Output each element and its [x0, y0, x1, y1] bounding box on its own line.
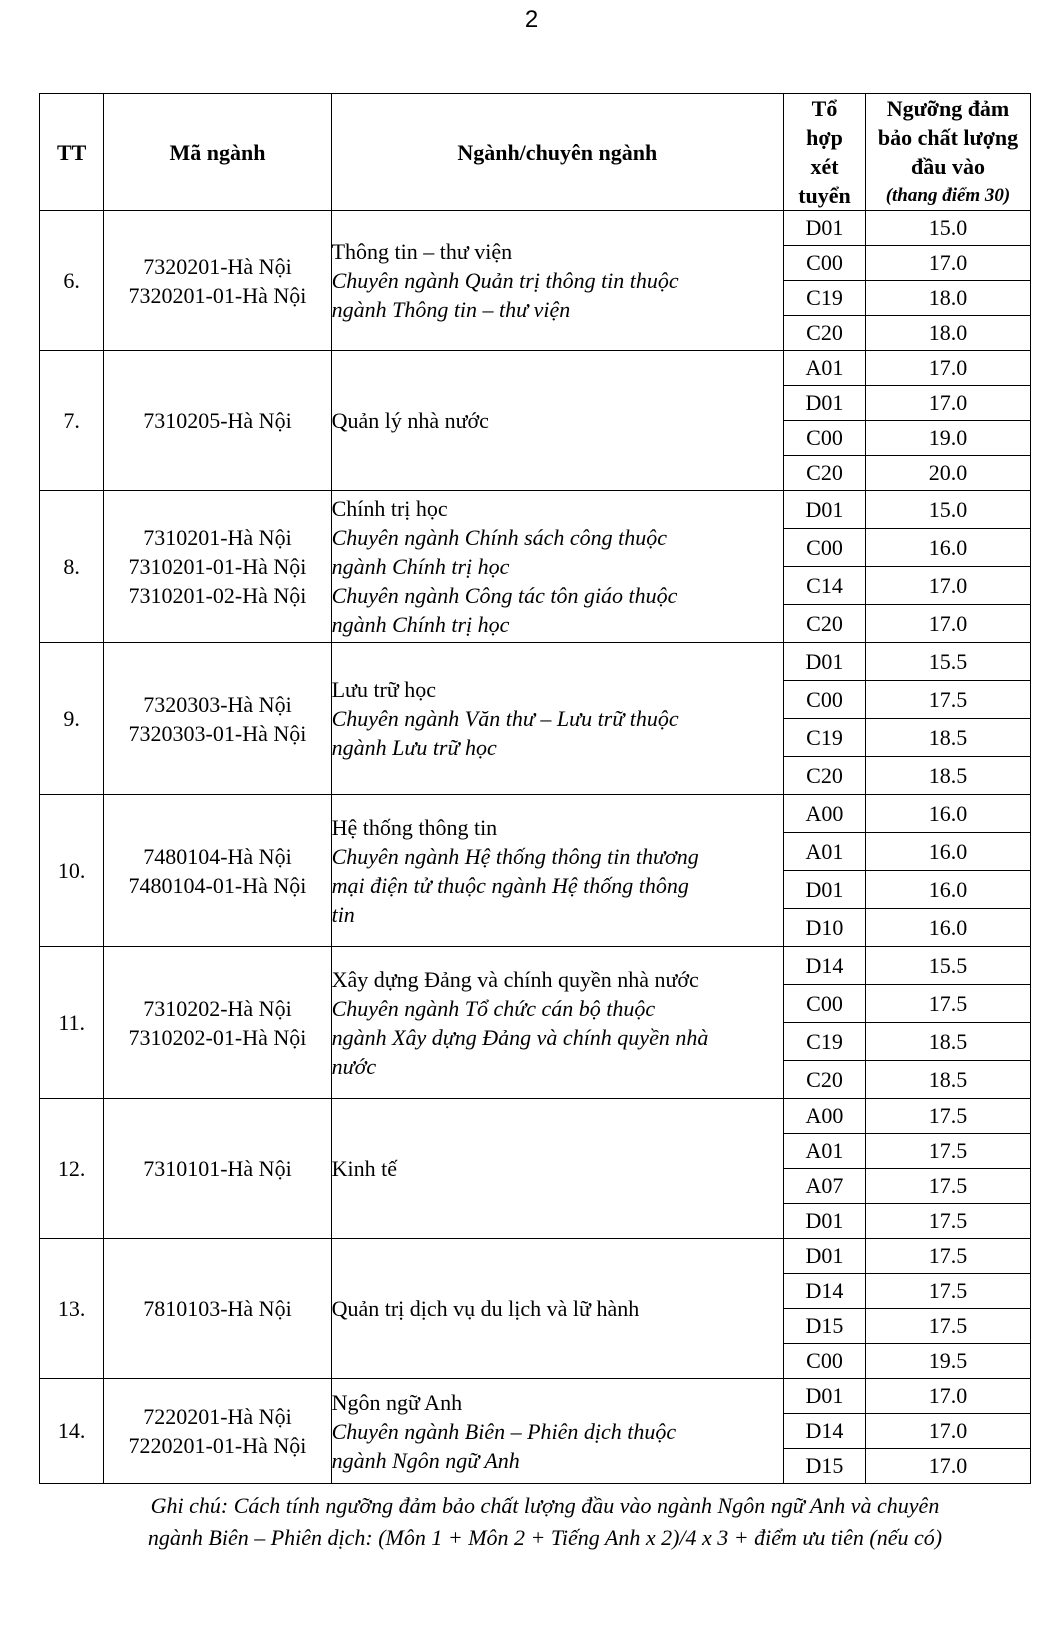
major-name: Quản trị dịch vụ du lịch và lữ hành	[331, 1296, 640, 1321]
major-code: 7220201-01-Hà Nội	[128, 1433, 307, 1458]
subject-combination-cell: D14	[784, 1414, 866, 1449]
table-row	[40, 491, 1031, 529]
subject-combination-cell: C00	[784, 246, 866, 281]
major-code-cell	[104, 1099, 331, 1239]
subject-combination-cell: C00	[784, 529, 866, 567]
major-code-cell	[104, 795, 331, 947]
subject-combination-cell: C00	[784, 681, 866, 719]
subject-combination-cell: C20	[784, 316, 866, 351]
header-tt: TT	[40, 94, 104, 211]
subject-combination-cell: D01	[784, 491, 866, 529]
threshold-score-cell: 17.0	[865, 246, 1030, 281]
table-row	[40, 643, 1031, 681]
major-code: 7220201-Hà Nội	[143, 1404, 292, 1429]
threshold-score-cell: 17.0	[865, 1379, 1030, 1414]
row-number-cell: 13.	[40, 1239, 104, 1379]
footnote	[50, 1490, 1040, 1554]
specialization-line: ngành Lưu trữ học	[331, 735, 497, 760]
subject-combination-cell: A01	[784, 1134, 866, 1169]
major-name-cell	[331, 351, 783, 491]
specialization-line: tin	[331, 901, 355, 927]
specialization-line: Chuyên ngành Công tác tôn giáo thuộc	[331, 583, 678, 608]
specialization-line: Chuyên ngành Biên – Phiên dịch thuộc	[331, 1418, 677, 1444]
subject-combination-cell: D14	[784, 947, 866, 985]
threshold-score-cell: 18.0	[865, 316, 1030, 351]
major-name-cell	[331, 1239, 783, 1379]
major-name: Hệ thống thông tin	[331, 814, 498, 840]
major-name-cell	[331, 1099, 783, 1239]
major-name: Kinh tế	[331, 1156, 397, 1181]
major-code: 7480104-01-Hà Nội	[128, 872, 307, 898]
header-quality-line: đầu vào	[910, 154, 985, 179]
row-number-cell: 11.	[40, 947, 104, 1099]
specialization-line: ngành Thông tin – thư viện	[331, 297, 571, 322]
specialization-line: ngành Chính trị học	[331, 612, 510, 637]
threshold-score-cell: 19.5	[865, 1344, 1030, 1379]
subject-combination-cell: A01	[784, 351, 866, 386]
major-code: 7310202-01-Hà Nội	[128, 1024, 307, 1050]
header-major: Ngành/chuyên ngành	[331, 94, 783, 211]
table-row	[40, 947, 1031, 985]
threshold-score-cell: 18.5	[865, 757, 1030, 795]
major-code: 7480104-Hà Nội	[143, 843, 292, 869]
threshold-score-cell: 17.0	[865, 1449, 1030, 1484]
threshold-score-cell: 15.0	[865, 491, 1030, 529]
major-name-cell	[331, 491, 783, 643]
major-code: 7320201-Hà Nội	[143, 253, 292, 279]
major-name: Quản lý nhà nước	[331, 408, 489, 433]
threshold-score-cell: 17.0	[865, 605, 1030, 643]
table-row	[40, 1239, 1031, 1274]
major-code-cell	[104, 491, 331, 643]
subject-combination-cell: A00	[784, 795, 866, 833]
major-name: Lưu trữ học	[331, 677, 437, 702]
threshold-score-cell: 17.5	[865, 1204, 1030, 1239]
major-code-cell	[104, 947, 331, 1099]
major-name: Thông tin – thư viện	[331, 239, 513, 264]
row-number-cell: 12.	[40, 1099, 104, 1239]
major-code: 7310201-01-Hà Nội	[128, 554, 307, 579]
footnote-line: Ghi chú: Cách tính ngưỡng đảm bảo chất lượng đầu vào ngành Ngôn ngữ Anh và chuyên	[150, 1493, 940, 1518]
major-code: 7320303-01-Hà Nội	[128, 720, 307, 746]
subject-combination-cell: D01	[784, 643, 866, 681]
threshold-score-cell: 17.0	[865, 351, 1030, 386]
threshold-score-cell: 18.5	[865, 719, 1030, 757]
major-code: 7310101-Hà Nội	[143, 1156, 292, 1181]
specialization-line: ngành Xây dựng Đảng và chính quyền nhà	[331, 1024, 709, 1050]
subject-combination-cell: C19	[784, 281, 866, 316]
subject-combination-cell: D01	[784, 1204, 866, 1239]
threshold-score-cell: 17.5	[865, 1169, 1030, 1204]
table-body	[40, 211, 1031, 1484]
subject-combination-cell: C20	[784, 1061, 866, 1099]
major-code: 7310202-Hà Nội	[143, 995, 292, 1021]
table-row	[40, 1379, 1031, 1414]
threshold-score-cell: 17.0	[865, 1414, 1030, 1449]
row-number-cell: 8.	[40, 491, 104, 643]
specialization-line: Chuyên ngành Quản trị thông tin thuộc	[331, 268, 679, 293]
specialization-line: Chuyên ngành Hệ thống thông tin thương	[331, 843, 699, 869]
specialization-line: Chuyên ngành Tổ chức cán bộ thuộc	[331, 995, 656, 1021]
major-code: 7810103-Hà Nội	[143, 1296, 292, 1321]
threshold-score-cell: 15.5	[865, 643, 1030, 681]
major-code-cell	[104, 643, 331, 795]
subject-combination-cell: D01	[784, 1379, 866, 1414]
header-quality-scale: (thang điểm 30)	[885, 185, 1011, 206]
major-code-cell	[104, 1239, 331, 1379]
major-code-cell	[104, 1379, 331, 1484]
header-combo-line: xét	[810, 154, 839, 179]
threshold-score-cell: 16.0	[865, 871, 1030, 909]
specialization-line: Chuyên ngành Chính sách công thuộc	[331, 525, 668, 550]
row-number-cell: 14.	[40, 1379, 104, 1484]
major-code: 7320303-Hà Nội	[143, 691, 292, 717]
admissions-threshold-table	[39, 93, 1031, 1484]
subject-combination-cell: D10	[784, 909, 866, 947]
threshold-score-cell: 17.5	[865, 1239, 1030, 1274]
subject-combination-cell: D01	[784, 871, 866, 909]
table-row	[40, 351, 1031, 386]
threshold-score-cell: 17.0	[865, 386, 1030, 421]
major-code: 7310201-02-Hà Nội	[128, 583, 307, 608]
threshold-score-cell: 17.5	[865, 985, 1030, 1023]
specialization-line: nước	[331, 1053, 377, 1079]
row-number-cell: 10.	[40, 795, 104, 947]
major-code: 7310205-Hà Nội	[143, 408, 292, 433]
major-name-cell	[331, 211, 783, 351]
major-code-cell	[104, 351, 331, 491]
threshold-score-cell: 15.0	[865, 211, 1030, 246]
threshold-score-cell: 17.5	[865, 1274, 1030, 1309]
threshold-score-cell: 17.0	[865, 567, 1030, 605]
subject-combination-cell: C00	[784, 421, 866, 456]
major-name-cell	[331, 947, 783, 1099]
threshold-score-cell: 17.5	[865, 1309, 1030, 1344]
major-name: Xây dựng Đảng và chính quyền nhà nước	[331, 966, 699, 992]
table-row	[40, 211, 1031, 246]
page-number: 2	[524, 6, 539, 33]
specialization-line: Chuyên ngành Văn thư – Lưu trữ thuộc	[331, 706, 679, 731]
subject-combination-cell: A00	[784, 1099, 866, 1134]
threshold-score-cell: 17.5	[865, 1099, 1030, 1134]
row-number-cell: 6.	[40, 211, 104, 351]
major-code: 7320201-01-Hà Nội	[128, 282, 307, 308]
table-row	[40, 795, 1031, 833]
subject-combination-cell: D01	[784, 1239, 866, 1274]
threshold-score-cell: 19.0	[865, 421, 1030, 456]
table-row	[40, 1099, 1031, 1134]
specialization-line: ngành Ngôn ngữ Anh	[331, 1447, 520, 1473]
threshold-score-cell: 15.5	[865, 947, 1030, 985]
threshold-score-cell: 16.0	[865, 795, 1030, 833]
row-number-cell: 9.	[40, 643, 104, 795]
row-number-cell: 7.	[40, 351, 104, 491]
subject-combination-cell: C14	[784, 567, 866, 605]
header-quality-threshold	[865, 94, 1030, 211]
header-combo-line: Tổ	[811, 96, 838, 121]
header-combo-line: tuyển	[798, 183, 851, 208]
subject-combination-cell: C20	[784, 757, 866, 795]
subject-combination-cell: C20	[784, 605, 866, 643]
major-name: Ngôn ngữ Anh	[331, 1389, 463, 1415]
threshold-score-cell: 18.5	[865, 1023, 1030, 1061]
threshold-score-cell: 18.0	[865, 281, 1030, 316]
threshold-score-cell: 18.5	[865, 1061, 1030, 1099]
header-combo	[784, 94, 866, 211]
subject-combination-cell: A01	[784, 833, 866, 871]
subject-combination-cell: C19	[784, 1023, 866, 1061]
threshold-score-cell: 20.0	[865, 456, 1030, 491]
subject-combination-cell: C00	[784, 1344, 866, 1379]
subject-combination-cell: C19	[784, 719, 866, 757]
subject-combination-cell: D01	[784, 386, 866, 421]
header-code: Mã ngành	[104, 94, 331, 211]
subject-combination-cell: D01	[784, 211, 866, 246]
major-code: 7310201-Hà Nội	[143, 525, 292, 550]
threshold-score-cell: 16.0	[865, 909, 1030, 947]
footnote-line: ngành Biên – Phiên dịch: (Môn 1 + Môn 2 + Tiếng Anh x 2)/4 x 3 + điểm ưu tiên (nếu có)	[147, 1525, 943, 1550]
threshold-score-cell: 17.5	[865, 681, 1030, 719]
threshold-score-cell: 16.0	[865, 833, 1030, 871]
subject-combination-cell: D14	[784, 1274, 866, 1309]
major-code-cell	[104, 211, 331, 351]
header-combo-line: hợp	[806, 125, 843, 150]
threshold-score-cell: 16.0	[865, 529, 1030, 567]
specialization-line: ngành Chính trị học	[331, 554, 510, 579]
major-name-cell	[331, 1379, 783, 1484]
subject-combination-cell: A07	[784, 1169, 866, 1204]
subject-combination-cell: C00	[784, 985, 866, 1023]
major-name-cell	[331, 795, 783, 947]
threshold-score-cell: 17.5	[865, 1134, 1030, 1169]
table-header-row	[40, 94, 1031, 211]
subject-combination-cell: D15	[784, 1309, 866, 1344]
header-quality-line: Ngưỡng đảm	[886, 96, 1010, 121]
header-quality-line: bảo chất lượng	[877, 125, 1019, 150]
specialization-line: mại điện tử thuộc ngành Hệ thống thông	[331, 872, 689, 898]
subject-combination-cell: D15	[784, 1449, 866, 1484]
subject-combination-cell: C20	[784, 456, 866, 491]
major-name-cell	[331, 643, 783, 795]
major-name: Chính trị học	[331, 496, 448, 521]
